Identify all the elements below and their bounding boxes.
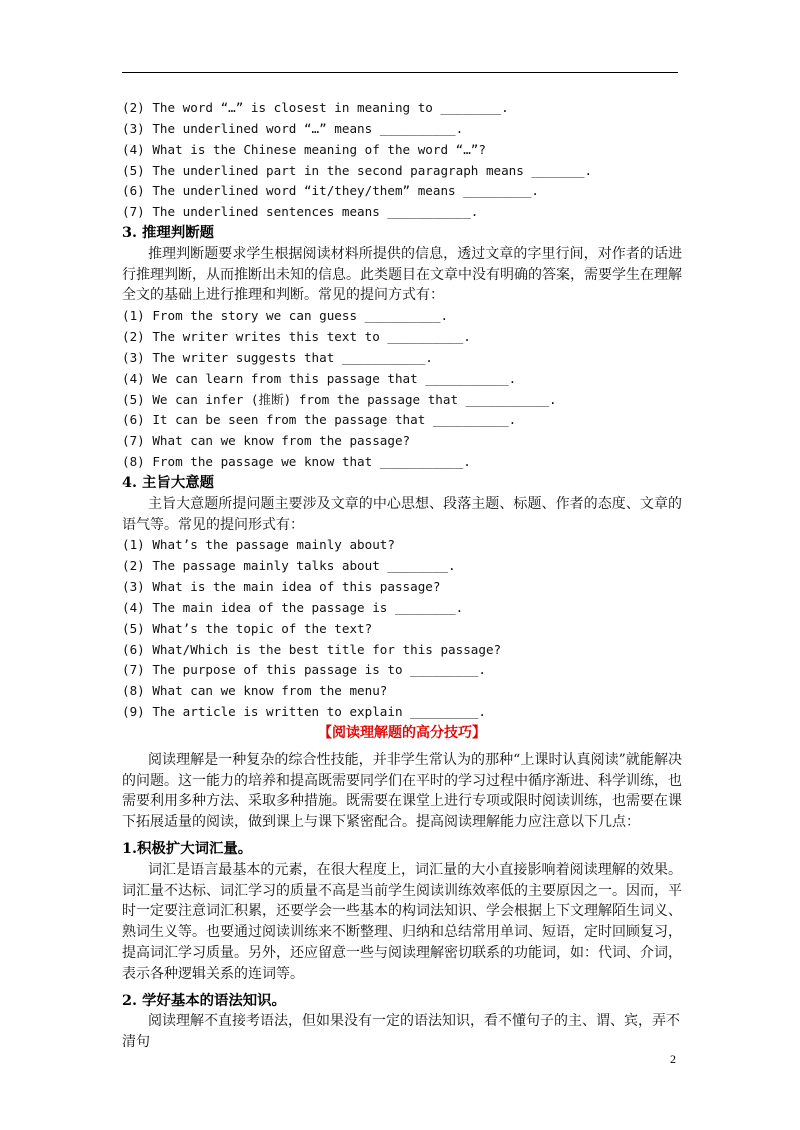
question-item: (2) The word “…” is closest in meaning to ________. — [122, 100, 509, 115]
point-heading: 2. 学好基本的语法知识。 — [122, 991, 286, 1009]
point-body: 阅读理解不直接考语法，但如果没有一定的语法知识，看不懂句子的主、谓、宾，弄不清句 — [122, 1013, 680, 1051]
section-intro: 推理判断题要求学生根据阅读材料所提供的信息，透过文章的字里行间，对作者的话进行推理判断，从而推断出未知的信息。此类题目在文章中没有明确的答案，需要学生在理解全文的基础上进行推理和判断。常见的提问方式有： — [122, 245, 682, 304]
section-intro: 主旨大意题所提问题主要涉及文章的中心思想、段落主题、标题、作者的态度、文章的语气等。常见的提问形式有： — [122, 495, 682, 533]
question-item: (7) The purpose of this passage is to _________. — [122, 662, 486, 678]
page-number: 2 — [670, 1052, 676, 1066]
question-item: (3) The writer suggests that ___________. — [122, 349, 433, 365]
point-heading: 1.积极扩大词汇量。 — [122, 839, 253, 857]
question-item: (5) The underlined part in the second paragraph means _______. — [122, 162, 593, 178]
question-item: (1) What’s the passage mainly about? — [122, 537, 395, 553]
question-item: (5) We can infer (推断) from the passage that ___________. — [122, 391, 557, 407]
section2-question-list — [122, 98, 682, 223]
header-rule — [122, 72, 678, 73]
question-item: (5) What’s the topic of the text? — [122, 620, 373, 636]
section-heading: 3. 推理判断题 — [122, 224, 214, 242]
question-item: (4) The main idea of the passage is ________. — [122, 599, 464, 615]
question-item: (7) The underlined sentences means ___________. — [122, 204, 479, 220]
question-item: (3) The underlined word “…” means __________. — [122, 120, 464, 136]
question-item: (6) The underlined word “it/they/them” means _________. — [122, 183, 540, 199]
page-content — [122, 98, 682, 1053]
section4-question-list — [122, 535, 682, 723]
section3-question-list — [122, 306, 682, 473]
question-item: (6) It can be seen from the passage that __________. — [122, 412, 517, 428]
question-item: (4) We can learn from this passage that ___________. — [122, 370, 517, 386]
question-item: (1) From the story we can guess __________. — [122, 308, 449, 324]
question-item: (4) What is the Chinese meaning of the word “…”? — [122, 141, 486, 157]
question-item: (8) From the passage we know that ___________. — [122, 454, 471, 470]
tips-intro: 阅读理解是一种复杂的综合性技能，并非学生常认为的那种“上课时认真阅读”就能解决的问题。这一能力的培养和提高既需要同学们在平时的学习过程中循序渐进、科学训练，也需要利用多种方法、采取多种措施。既需要在课堂上进行专项或限时阅读训练，也需要在课下拓展适量的阅读，做到课上与课下紧密配合。提高阅读理解能力应注意以下几点： — [122, 751, 682, 831]
tips-title: 【阅读理解题的高分技巧】 — [318, 724, 486, 741]
section-heading: 4. 主旨大意题 — [122, 474, 214, 491]
question-item: (2) The writer writes this text to __________. — [122, 329, 471, 345]
question-item: (2) The passage mainly talks about ________. — [122, 558, 456, 574]
question-item: (9) The article is written to explain _________. — [122, 704, 486, 720]
question-item: (3) What is the main idea of this passage? — [122, 579, 441, 595]
point-body: 词汇是语言最基本的元素，在很大程度上，词汇量的大小直接影响着阅读理解的效果。词汇量不达标、词汇学习的质量不高是当前学生阅读训练效率低的主要原因之一。因而，平时一定要注意词汇积累，还要学会一些基本的构词法知识、学会根据上下文理解陌生词义、熟词生义等。也要通过阅读训练来不断整理、归纳和总结常用单词、短语，定时回顾复习，提高词汇学习质量。另外，还应留意一些与阅读理解密切联系的功能词，如：代词、介词，表示各种逻辑关系的连词等。 — [122, 861, 682, 982]
question-item: (7) What can we know from the passage? — [122, 433, 411, 449]
question-item: (6) What/Which is the best title for this passage? — [122, 641, 502, 657]
question-item: (8) What can we know from the menu? — [122, 683, 388, 699]
